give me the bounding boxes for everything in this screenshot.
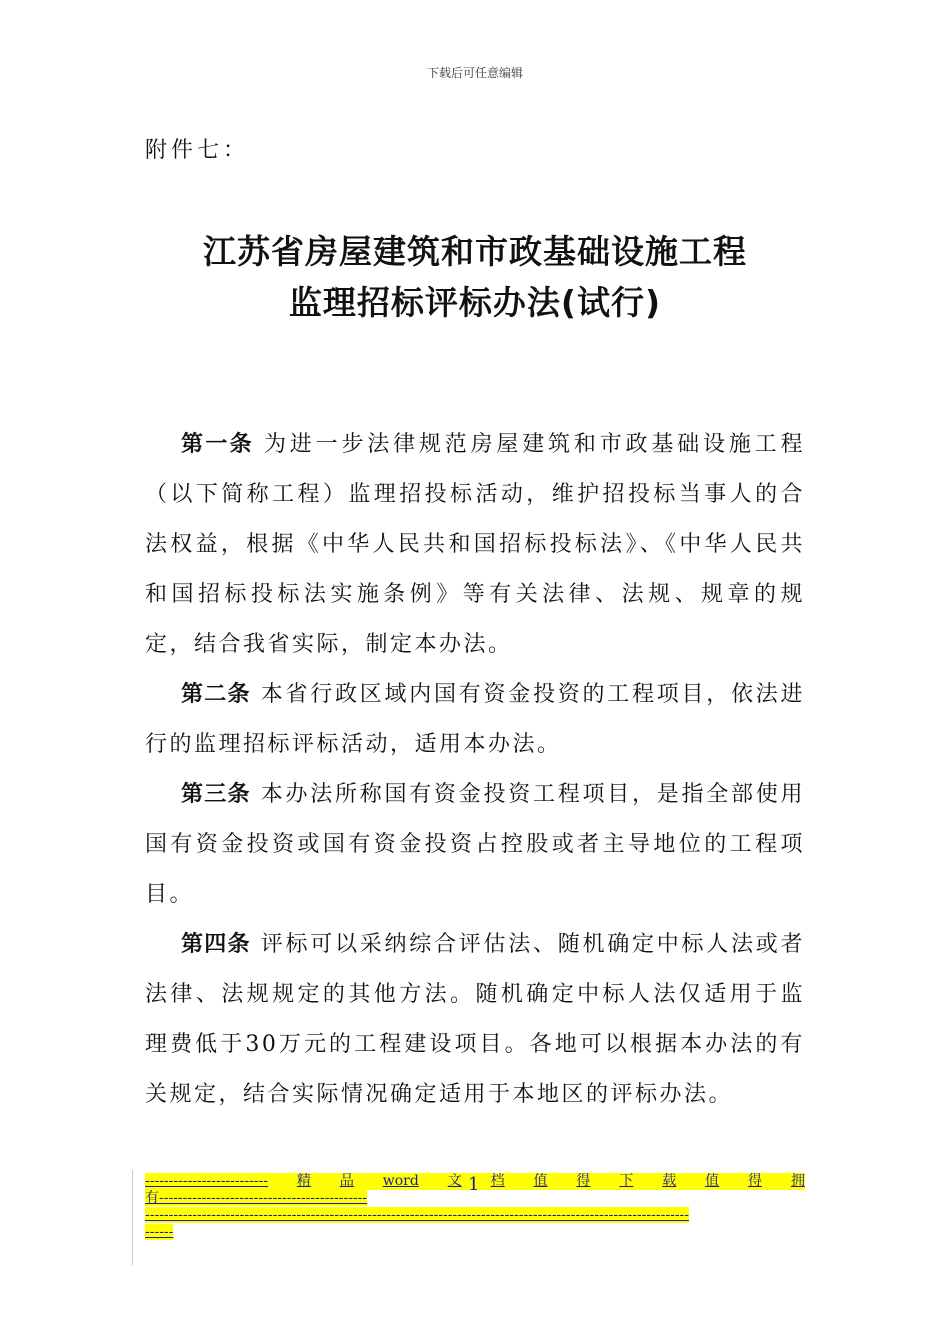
article-label: 第四条	[181, 932, 251, 957]
footer-word: 得	[576, 1173, 591, 1189]
document-title-line1: 江苏省房屋建筑和市政基础设施工程	[203, 232, 747, 271]
footer-word: 下	[619, 1173, 634, 1189]
footer-word: 文	[447, 1173, 462, 1189]
page-header: 下载后可任意编辑	[426, 66, 523, 80]
article-4	[145, 920, 805, 1120]
footer-word: 值	[705, 1173, 720, 1189]
footer-line-3	[145, 1207, 805, 1224]
footer-line-4-text: ------	[145, 1224, 174, 1240]
article-label: 第三条	[181, 782, 251, 807]
article-text: 本省行政区域内国有资金投资的工程项目，依法进行的监理招标评标活动，适用本办法。	[145, 682, 805, 757]
article-2	[145, 670, 805, 770]
footer-word: 拥	[790, 1173, 805, 1189]
margin-line	[132, 1170, 133, 1265]
page-number: 1	[468, 1174, 480, 1195]
article-1	[145, 420, 805, 670]
document-title-line2: 监理招标评标办法(试行)	[288, 283, 662, 322]
article-3	[145, 770, 805, 920]
document-body	[145, 420, 805, 1120]
footer-word: 精	[296, 1173, 311, 1189]
article-label: 第二条	[181, 682, 251, 707]
attachment-label: 附件七：	[145, 138, 250, 163]
article-text: 本办法所称国有资金投资工程项目，是指全部使用国有资金投资或国有资金投资占控股或者主导地位的工程项目。	[145, 782, 805, 907]
footer-dashes: --------------------------	[145, 1173, 268, 1189]
article-text: 评标可以采纳综合评估法、随机确定中标人法或者法律、法规规定的其他方法。随机确定中标人法仅适用于监理费低于30万元的工程建设项目。各地可以根据本办法的有关规定，结合实际情况确定适用于本地区的评标办法。	[145, 932, 805, 1107]
footer-word: 档	[490, 1173, 505, 1189]
footer-line-4	[145, 1224, 805, 1241]
footer-line-3-text: -------------------------------------------------------------------------------------------------------------------	[145, 1207, 690, 1223]
article-label: 第一条	[181, 432, 254, 457]
article-text: 为进一步法律规范房屋建筑和市政基础设施工程（以下简称工程）监理招投标活动，维护招投标当事人的合法权益，根据《中华人民共和国招标投标法》、《中华人民共和国招标投标法实施条例》等有关法律、法规、规章的规定，结合我省实际，制定本办法。	[145, 432, 805, 657]
footer-word: 品	[339, 1173, 354, 1189]
footer-word: 得	[748, 1173, 763, 1189]
footer-word: 载	[662, 1173, 677, 1189]
footer-line-2-text: 有--------------------------------------------	[145, 1190, 368, 1206]
footer-word: word	[382, 1173, 419, 1189]
footer-word: 值	[533, 1173, 548, 1189]
